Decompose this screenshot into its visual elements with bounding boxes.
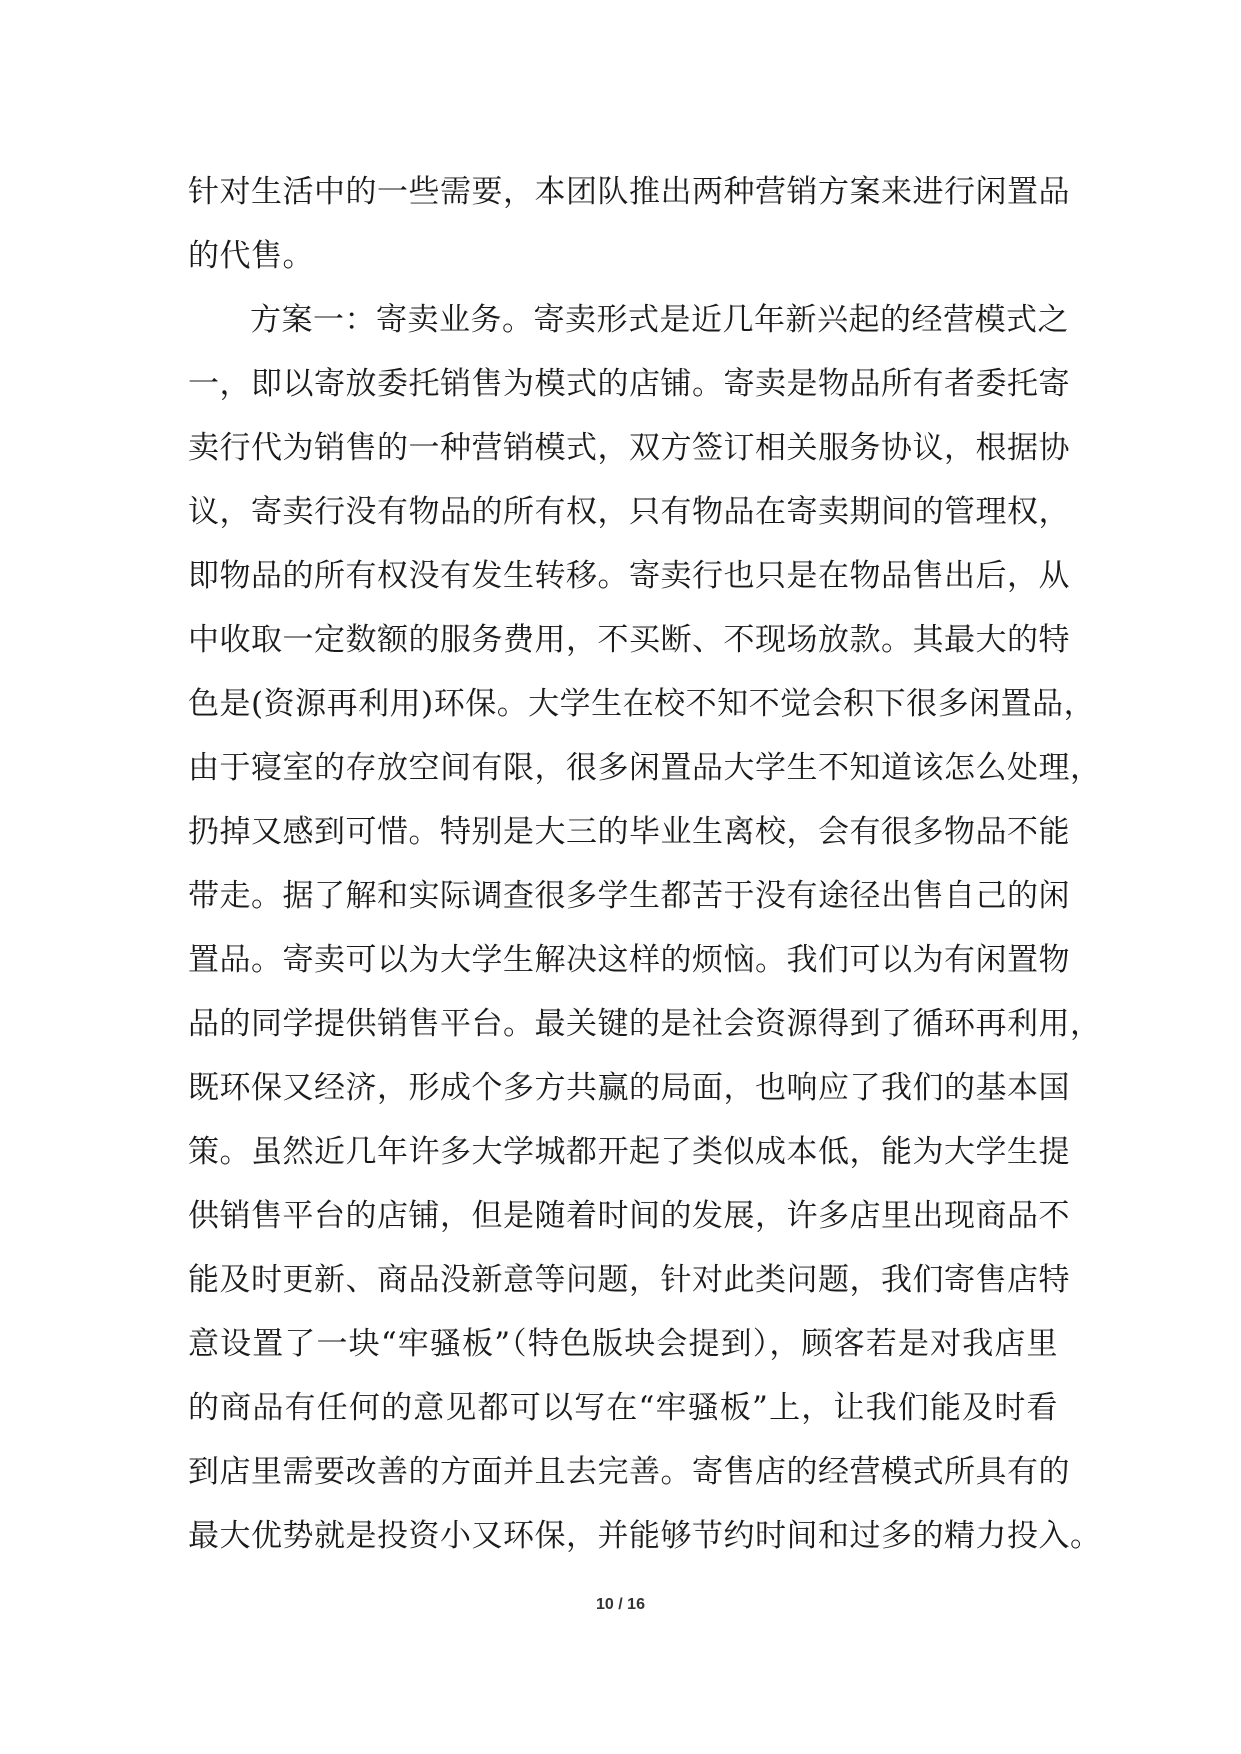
text-line: 中收取一定数额的服务费用，不买断、不现场放款。其最大的特	[188, 622, 1070, 658]
text-line: 方案一：寄卖业务。寄卖形式是近几年新兴起的经营模式之	[250, 302, 1069, 338]
text-line: 既环保又经济，形成个多方共赢的局面，也响应了我们的基本国	[188, 1070, 1070, 1106]
text-line: 针对生活中的一些需要，本团队推出两种营销方案来进行闲置品	[188, 174, 1070, 210]
text-line: 由于寝室的存放空间有限，很多闲置品大学生不知道该怎么处理，	[188, 750, 1102, 786]
page-number: 10 / 16	[596, 1596, 645, 1613]
text-line: 色是(资源再利用)环保。大学生在校不知不觉会积下很多闲置品，	[188, 686, 1096, 722]
text-line: 即物品的所有权没有发生转移。寄卖行也只是在物品售出后，从	[188, 558, 1070, 594]
text-line: 供销售平台的店铺，但是随着时间的发展，许多店里出现商品不	[188, 1198, 1070, 1234]
text-line: 的商品有任何的意见都可以写在“牢骚板”上，让我们能及时看	[188, 1390, 1058, 1426]
text-line: 品的同学提供销售平台。最关键的是社会资源得到了循环再利用，	[188, 1006, 1102, 1042]
text-line: 的代售。	[188, 238, 314, 274]
text-line: 带走。据了解和实际调查很多学生都苦于没有途径出售自己的闲	[188, 878, 1070, 914]
text-line: 卖行代为销售的一种营销模式，双方签订相关服务协议，根据协	[188, 430, 1070, 466]
paragraph-plan-one	[188, 288, 1102, 1568]
text-line: 策。虽然近几年许多大学城都开起了类似成本低，能为大学生提	[188, 1134, 1070, 1170]
text-line: 扔掉又感到可惜。特别是大三的毕业生离校，会有很多物品不能	[188, 814, 1070, 850]
text-line: 到店里需要改善的方面并且去完善。寄售店的经营模式所具有的	[188, 1454, 1070, 1490]
text-line: 议，寄卖行没有物品的所有权，只有物品在寄卖期间的管理权，	[188, 494, 1070, 530]
text-line: 置品。寄卖可以为大学生解决这样的烦恼。我们可以为有闲置物	[188, 942, 1070, 978]
body-text	[188, 160, 1102, 1568]
text-line: 最大优势就是投资小又环保，并能够节约时间和过多的精力投入。	[188, 1518, 1102, 1554]
text-line: 意设置了一块“牢骚板”（特色版块会提到），顾客若是对我店里	[188, 1326, 1058, 1362]
paragraph-intro	[188, 160, 1070, 288]
text-line: 一，即以寄放委托销售为模式的店铺。寄卖是物品所有者委托寄	[188, 366, 1070, 402]
text-line: 能及时更新、商品没新意等问题，针对此类问题，我们寄售店特	[188, 1262, 1070, 1298]
